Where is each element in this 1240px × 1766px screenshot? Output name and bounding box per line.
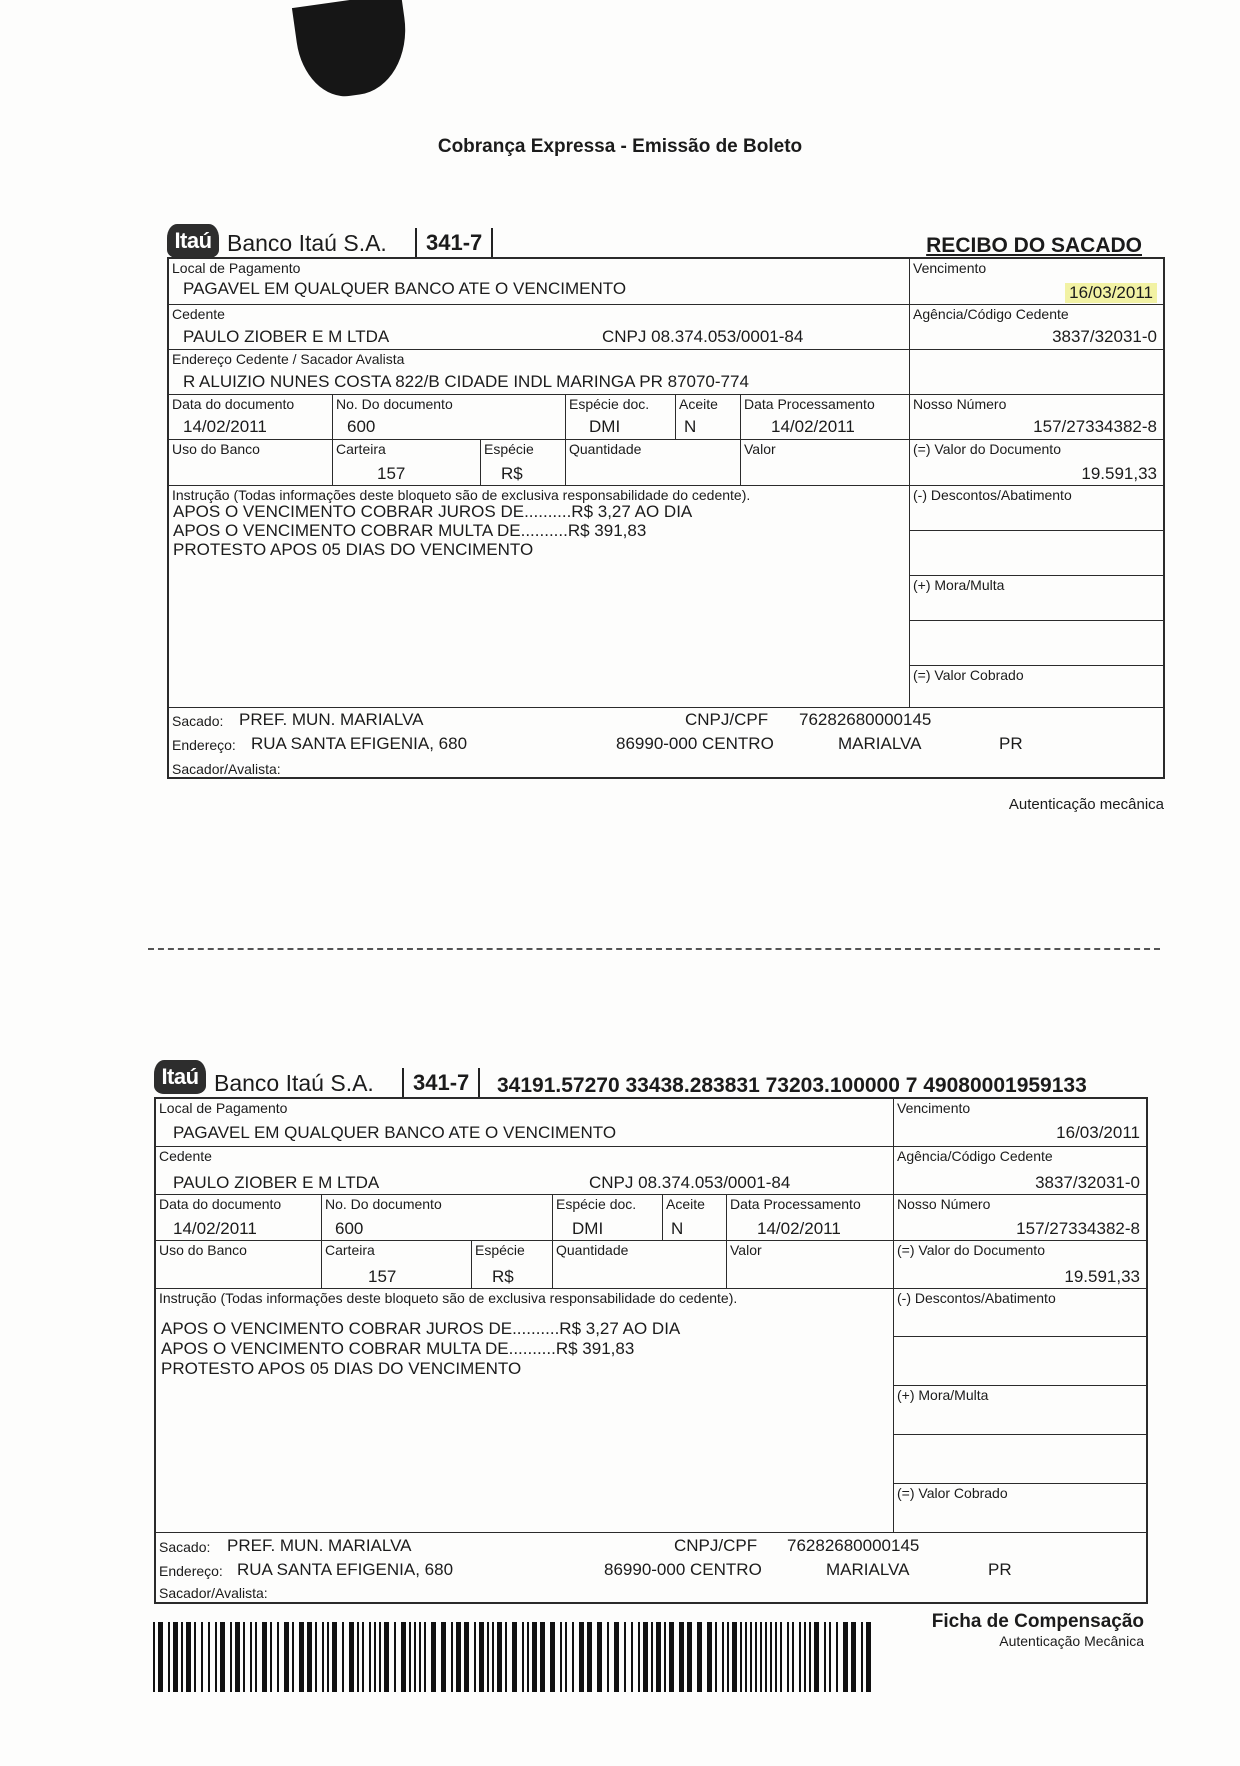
barcode-bar bbox=[186, 1622, 191, 1692]
barcode-bar bbox=[651, 1622, 653, 1692]
mora-multa-cell: (+) Mora/Multa bbox=[910, 576, 1165, 621]
barcode-bar bbox=[487, 1622, 489, 1692]
itau-logo: Itaú bbox=[167, 224, 219, 258]
bank-code: 341-7 bbox=[402, 1068, 480, 1098]
barcode-bar bbox=[775, 1622, 777, 1692]
barcode-bar bbox=[792, 1622, 794, 1692]
barcode-bar bbox=[456, 1622, 461, 1692]
barcode-bar bbox=[579, 1622, 584, 1692]
valor-cell: Valor bbox=[727, 1241, 894, 1289]
barcode-bar bbox=[550, 1622, 555, 1692]
ficha-title: Ficha de Compensação bbox=[931, 1611, 1144, 1632]
barcode-bar bbox=[669, 1622, 674, 1692]
uso-banco-cell: Uso do Banco bbox=[156, 1241, 322, 1289]
barcode-bar bbox=[419, 1622, 421, 1692]
barcode-bar bbox=[201, 1622, 203, 1692]
barcode-bar bbox=[327, 1622, 329, 1692]
barcode-bar bbox=[755, 1622, 757, 1692]
barcode-bar bbox=[787, 1622, 789, 1692]
barcode-bar bbox=[638, 1622, 640, 1692]
local-pagamento-cell: Local de Pagamento PAGAVEL EM QUALQUER BANCO ATE O VENCIMENTO bbox=[156, 1099, 894, 1147]
receipt-form bbox=[167, 257, 1165, 779]
quantidade-cell: Quantidade bbox=[553, 1241, 727, 1289]
barcode-bar bbox=[362, 1622, 364, 1692]
descontos-cell: (-) Descontos/Abatimento bbox=[894, 1289, 1148, 1337]
autenticacao-mecanica: Autenticação mecânica bbox=[1008, 796, 1164, 813]
nosso-numero-cell: Nosso Número 157/27334382-8 bbox=[894, 1195, 1148, 1241]
valor-cobrado-cell: (=) Valor Cobrado bbox=[910, 666, 1165, 708]
valor-cell: Valor bbox=[741, 440, 910, 486]
barcode-bar bbox=[374, 1622, 376, 1692]
sacado-block: Sacado: PREF. MUN. MARIALVA CNPJ/CPF 76282680000145 Endereço: RUA SANTA EFIGENIA, 680 86990-000 CENTRO MARIALVA PR Sacador/Avalista: bbox=[159, 1536, 1012, 1601]
vencimento-cell: Vencimento 16/03/2011 bbox=[910, 259, 1165, 305]
especie-doc-cell: Espécie doc. DMI bbox=[553, 1195, 663, 1241]
blank-cell bbox=[910, 531, 1165, 576]
barcode-bar bbox=[750, 1622, 752, 1692]
barcode bbox=[153, 1622, 880, 1692]
quantidade-cell: Quantidade bbox=[566, 440, 741, 486]
barcode-bar bbox=[861, 1622, 863, 1692]
barcode-bar bbox=[342, 1622, 344, 1692]
barcode-bar bbox=[431, 1622, 436, 1692]
barcode-bar bbox=[624, 1622, 626, 1692]
especie-cell: Espécie R$ bbox=[481, 440, 566, 486]
barcode-bar bbox=[631, 1622, 633, 1692]
ink-blot bbox=[292, 0, 414, 102]
barcode-bar bbox=[715, 1622, 717, 1692]
barcode-bar bbox=[697, 1622, 702, 1692]
barcode-bar bbox=[284, 1622, 289, 1692]
data-processamento-cell: Data Processamento 14/02/2011 bbox=[741, 395, 910, 440]
barcode-bar bbox=[409, 1622, 411, 1692]
data-processamento-cell: Data Processamento 14/02/2011 bbox=[727, 1195, 894, 1241]
agencia-cell: Agência/Código Cedente 3837/32031-0 bbox=[910, 305, 1165, 350]
agencia-cell: Agência/Código Cedente 3837/32031-0 bbox=[894, 1147, 1148, 1195]
receipt-header bbox=[167, 222, 1142, 262]
barcode-bar bbox=[780, 1622, 782, 1692]
barcode-bar bbox=[707, 1622, 712, 1692]
barcode-bar bbox=[607, 1622, 609, 1692]
barcode-bar bbox=[158, 1622, 163, 1692]
barcode-bar bbox=[208, 1622, 210, 1692]
barcode-bar bbox=[851, 1622, 856, 1692]
barcode-bar bbox=[384, 1622, 389, 1692]
barcode-bar bbox=[836, 1622, 838, 1692]
barcode-bar bbox=[474, 1622, 476, 1692]
barcode-bar bbox=[441, 1622, 446, 1692]
no-documento-cell: No. Do documento 600 bbox=[333, 395, 566, 440]
barcode-bar bbox=[687, 1622, 692, 1692]
bank-code: 341-7 bbox=[415, 228, 493, 258]
barcode-bar bbox=[292, 1622, 294, 1692]
barcode-bar bbox=[369, 1622, 371, 1692]
barcode-bar bbox=[315, 1622, 317, 1692]
valor-documento-cell: (=) Valor do Documento 19.591,33 bbox=[910, 440, 1165, 486]
barcode-bar bbox=[153, 1622, 155, 1692]
uso-banco-cell: Uso do Banco bbox=[169, 440, 333, 486]
aceite-cell: Aceite N bbox=[663, 1195, 727, 1241]
barcode-bar bbox=[270, 1622, 272, 1692]
carteira-cell: Carteira 157 bbox=[333, 440, 481, 486]
barcode-bar bbox=[679, 1622, 684, 1692]
carteira-cell: Carteira 157 bbox=[322, 1241, 472, 1289]
barcode-bar bbox=[760, 1622, 762, 1692]
barcode-bar bbox=[299, 1622, 304, 1692]
ficha-header bbox=[154, 1056, 1154, 1096]
barcode-bar bbox=[497, 1622, 502, 1692]
barcode-bar bbox=[814, 1622, 819, 1692]
cedente-cnpj: CNPJ 08.374.053/0001-84 bbox=[602, 327, 804, 346]
barcode-bar bbox=[220, 1622, 225, 1692]
barcode-bar bbox=[722, 1622, 724, 1692]
barcode-bar bbox=[745, 1622, 747, 1692]
endereco-cedente-value: R ALUIZIO NUNES COSTA 822/B CIDADE INDL MARINGA PR 87070-774 bbox=[183, 372, 749, 391]
barcode-bar bbox=[572, 1622, 574, 1692]
barcode-bar bbox=[522, 1622, 524, 1692]
barcode-bar bbox=[527, 1622, 529, 1692]
barcode-bar bbox=[181, 1622, 183, 1692]
barcode-bar bbox=[322, 1622, 324, 1692]
barcode-bar bbox=[597, 1622, 602, 1692]
ficha-form bbox=[154, 1097, 1148, 1604]
barcode-bar bbox=[843, 1622, 848, 1692]
barcode-bar bbox=[479, 1622, 484, 1692]
vencimento-cell: Vencimento 16/03/2011 bbox=[894, 1099, 1148, 1147]
barcode-bar bbox=[664, 1622, 666, 1692]
barcode-bar bbox=[765, 1622, 767, 1692]
barcode-bar bbox=[357, 1622, 359, 1692]
sacado-name: PREF. MUN. MARIALVA bbox=[239, 710, 424, 729]
data-documento-cell: Data do documento 14/02/2011 bbox=[169, 395, 333, 440]
vencimento-value: 16/03/2011 bbox=[1065, 283, 1157, 303]
data-documento-cell: Data do documento 14/02/2011 bbox=[156, 1195, 322, 1241]
barcode-bar bbox=[829, 1622, 831, 1692]
page-title: Cobrança Expressa - Emissão de Boleto bbox=[437, 136, 803, 157]
bank-name: Banco Itaú S.A. bbox=[214, 1070, 374, 1096]
barcode-bar bbox=[277, 1622, 279, 1692]
barcode-bar bbox=[643, 1622, 648, 1692]
barcode-bar bbox=[173, 1622, 178, 1692]
barcode-bar bbox=[215, 1622, 217, 1692]
barcode-bar bbox=[235, 1622, 240, 1692]
barcode-bar bbox=[230, 1622, 232, 1692]
empty-cell bbox=[910, 350, 1165, 395]
descontos-cell: (-) Descontos/Abatimento bbox=[910, 486, 1165, 531]
instrucoes-cell: Instrução (Todas informações deste bloqueto são de exclusiva responsabilidade do cedente). APOS O VENCIMENTO COBRAR JUROS DE..........R$ 3,27 AO DIA APOS O VENCIMENTO COBRAR MULTA DE..........R$ 391,83 PROTESTO APOS 05 DIAS DO VENCIMENTO bbox=[169, 486, 910, 708]
barcode-bar bbox=[194, 1622, 196, 1692]
blank-cell bbox=[894, 1435, 1148, 1484]
nosso-numero-cell: Nosso Número 157/27334382-8 bbox=[910, 395, 1165, 440]
sacado-endereco: RUA SANTA EFIGENIA, 680 bbox=[251, 734, 468, 753]
barcode-bar bbox=[492, 1622, 494, 1692]
especie-doc-cell: Espécie doc. DMI bbox=[566, 395, 676, 440]
barcode-bar bbox=[424, 1622, 426, 1692]
barcode-bar bbox=[464, 1622, 469, 1692]
endereco-cedente-cell: Endereço Cedente / Sacador Avalista R ALUIZIO NUNES COSTA 822/B CIDADE INDL MARINGA PR 87070-774 bbox=[169, 350, 910, 395]
blank-cell bbox=[894, 1337, 1148, 1386]
local-pagamento-cell: Local de Pagamento PAGAVEL EM QUALQUER BANCO ATE O VENCIMENTO bbox=[169, 259, 910, 305]
barcode-bar bbox=[565, 1622, 567, 1692]
barcode-bar bbox=[505, 1622, 507, 1692]
barcode-bar bbox=[587, 1622, 592, 1692]
barcode-bar bbox=[809, 1622, 811, 1692]
barcode-bar bbox=[560, 1622, 562, 1692]
barcode-bar bbox=[349, 1622, 354, 1692]
bank-name: Banco Itaú S.A. bbox=[227, 230, 387, 256]
agencia-value: 3837/32031-0 bbox=[1052, 327, 1157, 346]
cedente-cell: Cedente PAULO ZIOBER E M LTDA CNPJ 08.374.053/0001-84 bbox=[169, 305, 910, 350]
barcode-bar bbox=[250, 1622, 252, 1692]
sacado-cnpj: 76282680000145 bbox=[799, 710, 932, 729]
linha-digitavel: 34191.57270 33438.283831 73203.100000 7 49080001959133 bbox=[497, 1074, 1087, 1097]
barcode-bar bbox=[401, 1622, 406, 1692]
cut-line bbox=[148, 948, 1160, 950]
barcode-bar bbox=[799, 1622, 801, 1692]
barcode-bar bbox=[540, 1622, 545, 1692]
barcode-bar bbox=[866, 1622, 871, 1692]
especie-cell: Espécie R$ bbox=[472, 1241, 553, 1289]
itau-logo: Itaú bbox=[154, 1060, 206, 1094]
barcode-bar bbox=[824, 1622, 826, 1692]
sacado-block: Sacado: PREF. MUN. MARIALVA CNPJ/CPF 76282680000145 Endereço: RUA SANTA EFIGENIA, 680 86990-000 CENTRO MARIALVA PR Sacador/Avalista: bbox=[172, 710, 1023, 777]
barcode-bar bbox=[255, 1622, 257, 1692]
barcode-bar bbox=[804, 1622, 806, 1692]
valor-documento-cell: (=) Valor do Documento 19.591,33 bbox=[894, 1241, 1148, 1289]
barcode-bar bbox=[414, 1622, 416, 1692]
instrucoes-cell: Instrução (Todas informações deste bloqueto são de exclusiva responsabilidade do cedente). APOS O VENCIMENTO COBRAR JUROS DE..........R$ 3,27 AO DIA APOS O VENCIMENTO COBRAR MULTA DE..........R$ 391,83 PROTESTO APOS 05 DIAS DO VENCIMENTO bbox=[156, 1289, 894, 1533]
mora-multa-cell: (+) Mora/Multa bbox=[894, 1386, 1148, 1435]
barcode-bar bbox=[732, 1622, 737, 1692]
barcode-bar bbox=[332, 1622, 337, 1692]
barcode-bar bbox=[394, 1622, 396, 1692]
barcode-bar bbox=[451, 1622, 453, 1692]
barcode-bar bbox=[656, 1622, 661, 1692]
barcode-bar bbox=[770, 1622, 772, 1692]
barcode-bar bbox=[379, 1622, 381, 1692]
cedente-value: PAULO ZIOBER E M LTDA bbox=[183, 327, 390, 346]
barcode-bar bbox=[168, 1622, 170, 1692]
no-documento-cell: No. Do documento 600 bbox=[322, 1195, 553, 1241]
receipt-title: RECIBO DO SACADO bbox=[926, 234, 1142, 257]
aceite-cell: Aceite N bbox=[676, 395, 741, 440]
barcode-bar bbox=[512, 1622, 517, 1692]
barcode-bar bbox=[307, 1622, 312, 1692]
barcode-bar bbox=[740, 1622, 742, 1692]
barcode-bar bbox=[262, 1622, 267, 1692]
local-pagamento-value: PAGAVEL EM QUALQUER BANCO ATE O VENCIMENTO bbox=[183, 279, 627, 298]
valor-cobrado-cell: (=) Valor Cobrado bbox=[894, 1484, 1148, 1533]
barcode-bar bbox=[614, 1622, 619, 1692]
barcode-bar bbox=[243, 1622, 245, 1692]
autenticacao-mecanica: Autenticação Mecânica bbox=[999, 1633, 1144, 1649]
barcode-bar bbox=[727, 1622, 729, 1692]
blank-cell bbox=[910, 621, 1165, 666]
barcode-bar bbox=[532, 1622, 537, 1692]
cedente-cell: Cedente PAULO ZIOBER E M LTDA CNPJ 08.374.053/0001-84 bbox=[156, 1147, 894, 1195]
